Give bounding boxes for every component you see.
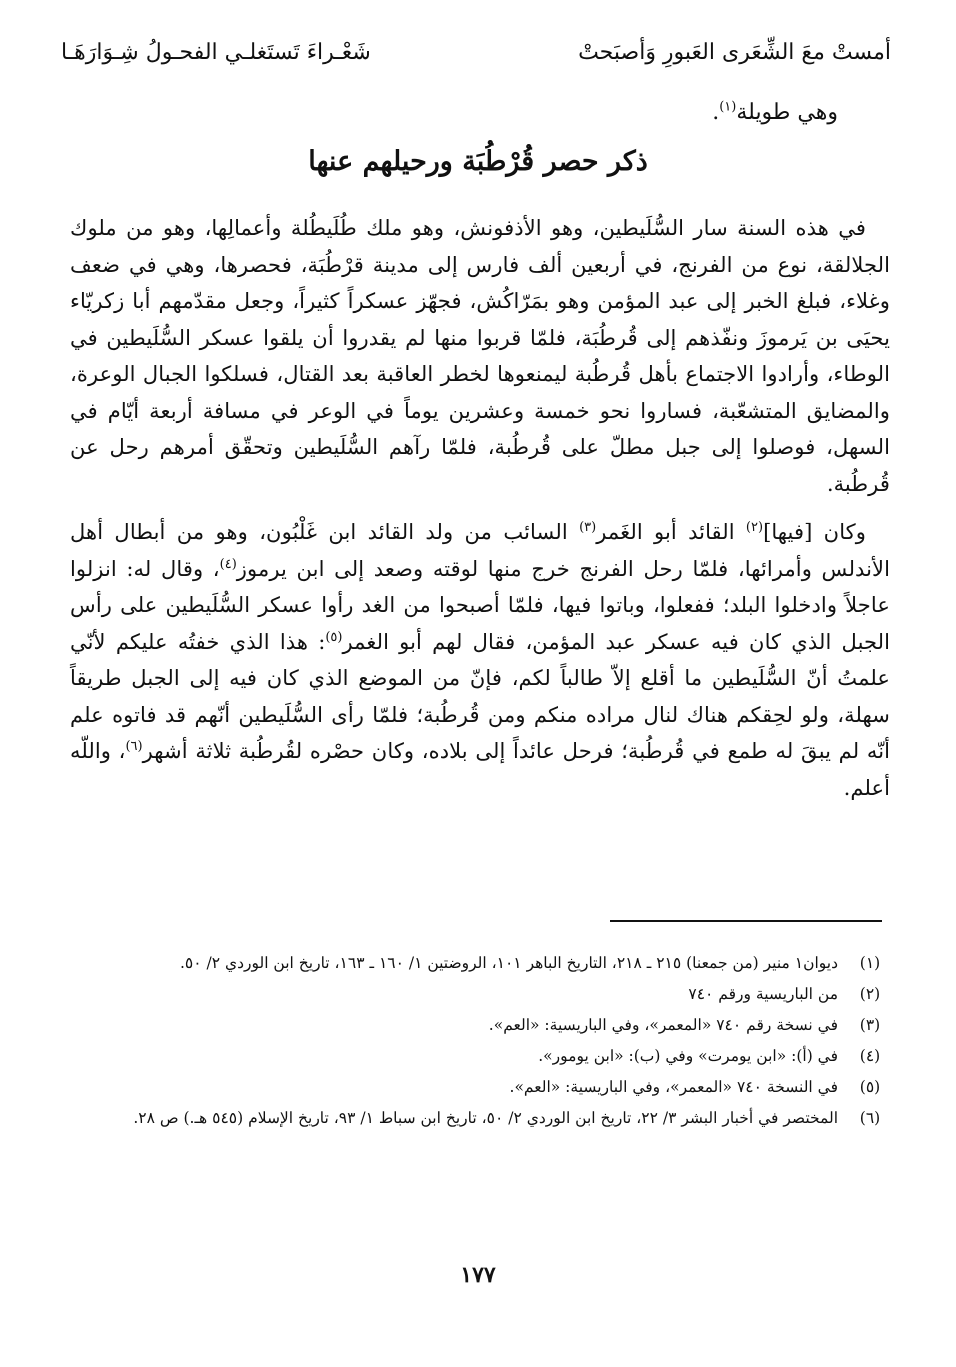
- paragraph-2-part-a: وكان [فيها]: [763, 519, 866, 544]
- footnote-text: في (أ): «ابن يومرت» وفي (ب): «ابن يومور».: [538, 1047, 838, 1065]
- footnote-ref[interactable]: (٢): [745, 519, 764, 535]
- footnote-item: [70, 950, 890, 977]
- footnote-text: في النسخة ٧٤٠ «المعمر»، وفي الباريسية: «العم».: [509, 1078, 838, 1096]
- body-text: [70, 210, 890, 806]
- footnote-ref[interactable]: (١): [719, 99, 737, 115]
- footnote-text: ديوان١ منير (من جمعنا) ٢١٥ ـ ٢١٨، التاريخ الباهر ١٠١، الروضتين ١/ ١٦٠ ـ ١٦٣، تاريخ ابن الوردي ٢/ ٥٠.: [179, 954, 838, 972]
- paragraph-2-part-b: القائد أبو الغَمر: [596, 519, 746, 544]
- footnote-number: (١): [859, 954, 881, 972]
- footnote-item: [70, 1012, 890, 1039]
- footnote-number: (٢): [859, 985, 881, 1003]
- footnotes: [70, 950, 890, 1132]
- footnote-text: في نسخة رقم ٧٤٠ «المعمر»، وفي الباريسية: «العم».: [488, 1016, 838, 1034]
- paragraph-2-part-e: : هذا الذي خفتُه عليكم لأنّي علمتُ أنّ السُّلَيطين ما أقلع إلاّ طالباً لكم، فإنّ من الموضع الذي كان فيه إلى الجبل طريقاً سهلة، ولو لحِقكم هناك لنال مراده منكم ومن قُرطُبة؛ فلمّا رأى السُّلَيطين أنّهم قد فاتوه علم أنّه لم يبقَ له طمع في قُرطُبة؛ فرحل عائداً إلى بلاده، وكان حصْره لقُرطُبة ثلاثة أشهر: [70, 628, 890, 763]
- footnote-ref[interactable]: (٤): [219, 556, 237, 572]
- section-heading: ذكر حصر قُرْطُبَة ورحيلهم عنها: [308, 146, 648, 177]
- footnote-item: [70, 1074, 890, 1101]
- verse-second-hemistich: شَعْـراءَ تَستَغلـي الفحـولُ شِـوَارَهَـا: [61, 40, 371, 65]
- verse-note-end: .: [712, 100, 720, 125]
- footnote-text: المختصر في أخبار البشر ٣/ ٢٢، تاريخ ابن الوردي ٢/ ٥٠، تاريخ ابن سباط ١/ ٩٣، تاريخ الإسلام (٥٤٥ هـ.) ص ٢٨.: [133, 1109, 838, 1127]
- paragraph-2-part-d: ، وقال له: انزلوا عاجلاً وادخلوا البلد؛ ففعلوا، وباتوا فيها، فلمّا أصبحوا من الغد رأوا عسكر السُّلَيطين على رأس الجبل الذي كان فيه عسكر عبد المؤمن، فقال لهم أبو الغمر: [70, 555, 890, 654]
- paragraph-2-part-f: ، واللّه أعلم.: [70, 738, 890, 800]
- footnote-item: [70, 981, 890, 1008]
- paragraph-2-part-c: السائب من ولد القائد ابن غَلْبُون، وهو من أبطال أهل الأندلس وأمرائها، فلمّا رحل الفرنج خرج منها لوقته وصعد إلى ابن يرموز: [70, 519, 891, 581]
- footnote-number: (٤): [859, 1047, 881, 1065]
- footnote-text: من الباريسية ورقم ٧٤٠: [688, 985, 838, 1003]
- footnote-number: (٣): [859, 1016, 881, 1034]
- paragraph-2: [70, 514, 890, 806]
- footnote-ref[interactable]: (٦): [125, 738, 143, 754]
- verse-note: [712, 100, 838, 125]
- verse-first-hemistich: أمستْ معَ الشِّعَرى العَبورِ وَأصبَحتْ: [578, 40, 891, 65]
- footnote-item: [70, 1043, 890, 1070]
- poetry-verse: [61, 40, 891, 80]
- page-number: ١٧٧: [460, 1262, 496, 1288]
- footnote-divider: [610, 920, 882, 922]
- footnote-ref[interactable]: (٣): [579, 519, 597, 535]
- verse-note-text: وهي طويلة: [736, 100, 838, 125]
- footnote-number: (٥): [859, 1078, 881, 1096]
- footnote-number: (٦): [859, 1109, 881, 1127]
- footnote-item: [70, 1105, 890, 1132]
- footnote-ref[interactable]: (٥): [325, 629, 343, 645]
- paragraph-1: في هذه السنة سار السُّلَيطين، وهو الأذفونش، وهو ملك طُلَيطُلة وأعمالِها، وهو من ملوك الجلالقة، نوع من الفرنج، في أربعين ألف فارس إلى مدينة قرْطُبَة، فحصرها، وهي في ضعف وغلاء، فبلغ الخبر إلى عبد المؤمن وهو بمَرّاكُش، فجهّز عسكراً كثيراً، وجعل مقدّمهم أبا زكريّاء يحيَى بن يَرموزَ ونفّذهم إلى قُرطُبَة، فلمّا قربوا منها لم يقدروا أن يلقوا عسكر السُّلَيطين في الوطاء، وأرادوا الاجتماع بأهل قُرطُبة ليمنعوها لخطر العاقبة بعد القتال، فسلكوا الجبال الوعرة، والمضايق المتشعّبة، فساروا نحو خمسة وعشرين يوماً في الوعر في مسافة أربعة أيّام في السهل، فوصلوا إلى جبل مطلّ على قُرطُبة، فلمّا رآهم السُّلَيطين وتحقّق أمرهم رحل عن قُرطُبة.: [70, 215, 890, 496]
